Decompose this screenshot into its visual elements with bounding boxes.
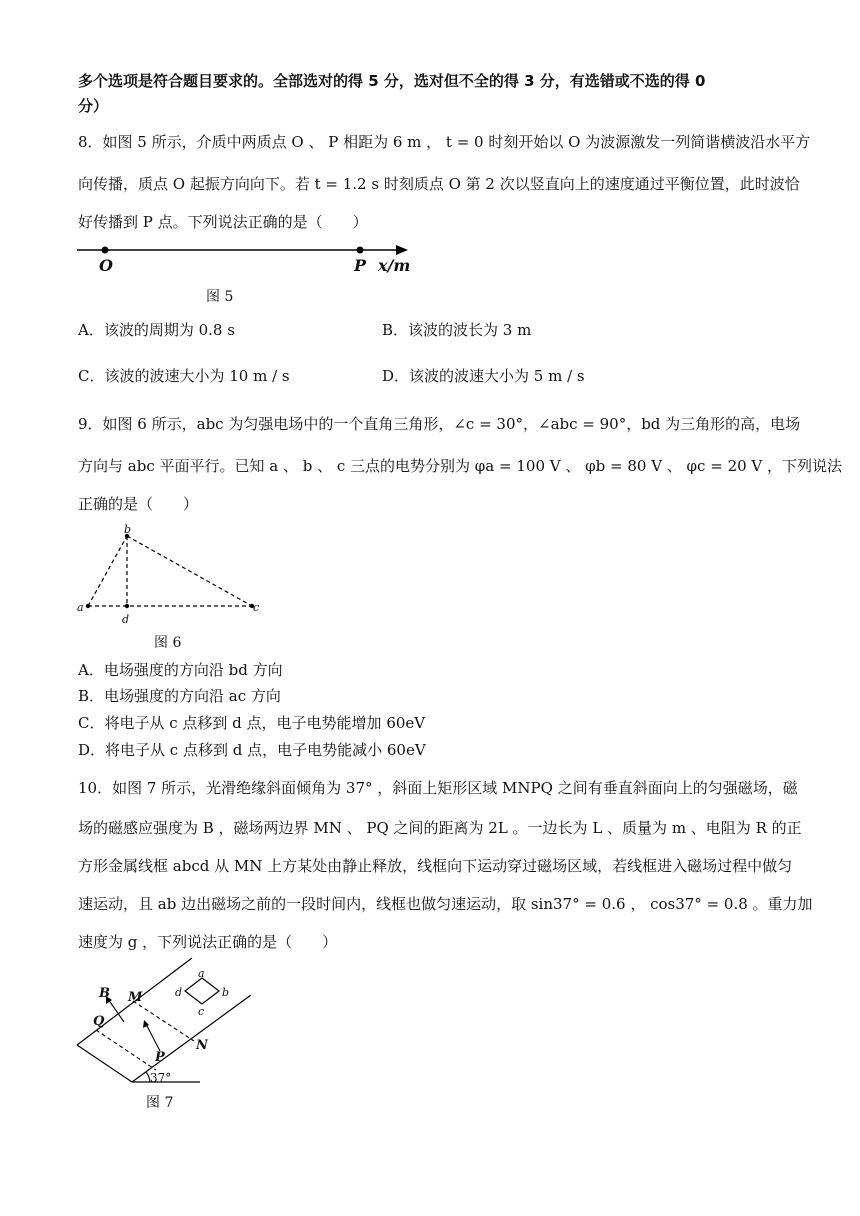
figure7-label-M: M (128, 990, 143, 1005)
q9-stem-line2: 方向与 abc 平面平行。已知 a 、 b 、 c 三点的电势分别为 φa = 100 V 、 φb = 80 V 、 φc = 20 V ，下列说法 (78, 457, 843, 475)
q9-stem-line3: 正确的是（ ） (78, 495, 199, 513)
figure6-caption: 图 6 (154, 635, 182, 651)
figure6-label-a: a (77, 601, 84, 614)
figure7-angle-label: 37° (150, 1071, 172, 1085)
q10-stem-line4: 速运动，且 ab 边出磁场之前的一段时间内，线框也做匀速运动，取 sin37° = 0.6 ， cos37° = 0.8 。重力加 (78, 895, 813, 913)
figure7-label-P: P (155, 1050, 165, 1065)
figure7-caption: 图 7 (146, 1095, 174, 1111)
field-arrow-1 (108, 999, 124, 1022)
figure6-label-c: c (253, 601, 260, 614)
q8-option-b: B．该波的波长为 3 m (382, 321, 532, 339)
q8-option-a: A．该波的周期为 0.8 s (78, 321, 235, 339)
q8-stem-line1: 8．如图 5 所示，介质中两质点 O 、 P 相距为 6 m ， t = 0 时刻开始以 O 为波源激发一列简谐横波沿水平方 (78, 133, 811, 151)
q8-stem-line2: 向传播，质点 O 起振方向向下。若 t = 1.2 s 时刻质点 O 第 2 次以竖直向上的速度通过平衡位置，此时波恰 (78, 175, 800, 193)
figure7-label-Q: Q (93, 1014, 105, 1029)
figure7-label-a: a (198, 967, 205, 980)
figure5-label-O: O (99, 256, 113, 275)
figure7-label-c: c (198, 1005, 205, 1018)
figure5-label-P: P (354, 256, 367, 275)
figure7-label-b: b (222, 986, 230, 999)
figure7-label-B: B (99, 986, 110, 1001)
section-instructions-line1: 多个选项是符合题目要求的。全部选对的得 5 分，选对但不全的得 3 分，有选错或不选的得 0 (78, 72, 706, 90)
incline-bottom-edge (77, 1045, 132, 1082)
field-arrow-2 (146, 1024, 160, 1051)
q10-stem-line3: 方形金属线框 abcd 从 MN 上方某处由静止释放，线框向下运动穿过磁场区域，若线框进入磁场过程中做匀 (78, 857, 793, 875)
q9-stem-line1: 9．如图 6 所示，abc 为匀强电场中的一个直角三角形，∠c = 30°，∠abc = 90°，bd 为三角形的高，电场 (78, 415, 801, 433)
q10-stem-line2: 场的磁感应强度为 B ，磁场两边界 MN 、 PQ 之间的距离为 2L 。一边长为 L 、质量为 m 、电阻为 R 的正 (78, 819, 802, 837)
q10-stem-line5: 速度为 g ，下列说法正确的是（ ） (78, 933, 338, 951)
q9-option-c: C．将电子从 c 点移到 d 点，电子电势能增加 60eV (78, 714, 426, 732)
q8-stem-line3: 好传播到 P 点。下列说法正确的是（ ） (78, 213, 368, 231)
q9-option-a: A．电场强度的方向沿 bd 方向 (78, 661, 283, 679)
figure6-label-d: d (122, 613, 130, 626)
figure5-axis-label: x/m (378, 256, 411, 275)
figure5-caption: 图 5 (206, 289, 234, 305)
figure7-label-N: N (196, 1038, 208, 1053)
q10-stem-line1: 10．如图 7 所示，光滑绝缘斜面倾角为 37° ，斜面上矩形区域 MNPQ 之间有垂直斜面向上的匀强磁场，磁 (78, 779, 798, 797)
section-instructions-line2: 分） (78, 97, 109, 115)
figure7-label-d: d (175, 986, 183, 999)
q8-option-c: C．该波的波速大小为 10 m / s (78, 367, 290, 385)
q8-option-d: D．该波的波速大小为 5 m / s (382, 367, 585, 385)
q9-option-d: D．将电子从 c 点移到 d 点，电子电势能减小 60eV (78, 741, 426, 759)
q9-option-b: B．电场强度的方向沿 ac 方向 (78, 687, 281, 705)
figure6-label-b: b (124, 523, 132, 536)
